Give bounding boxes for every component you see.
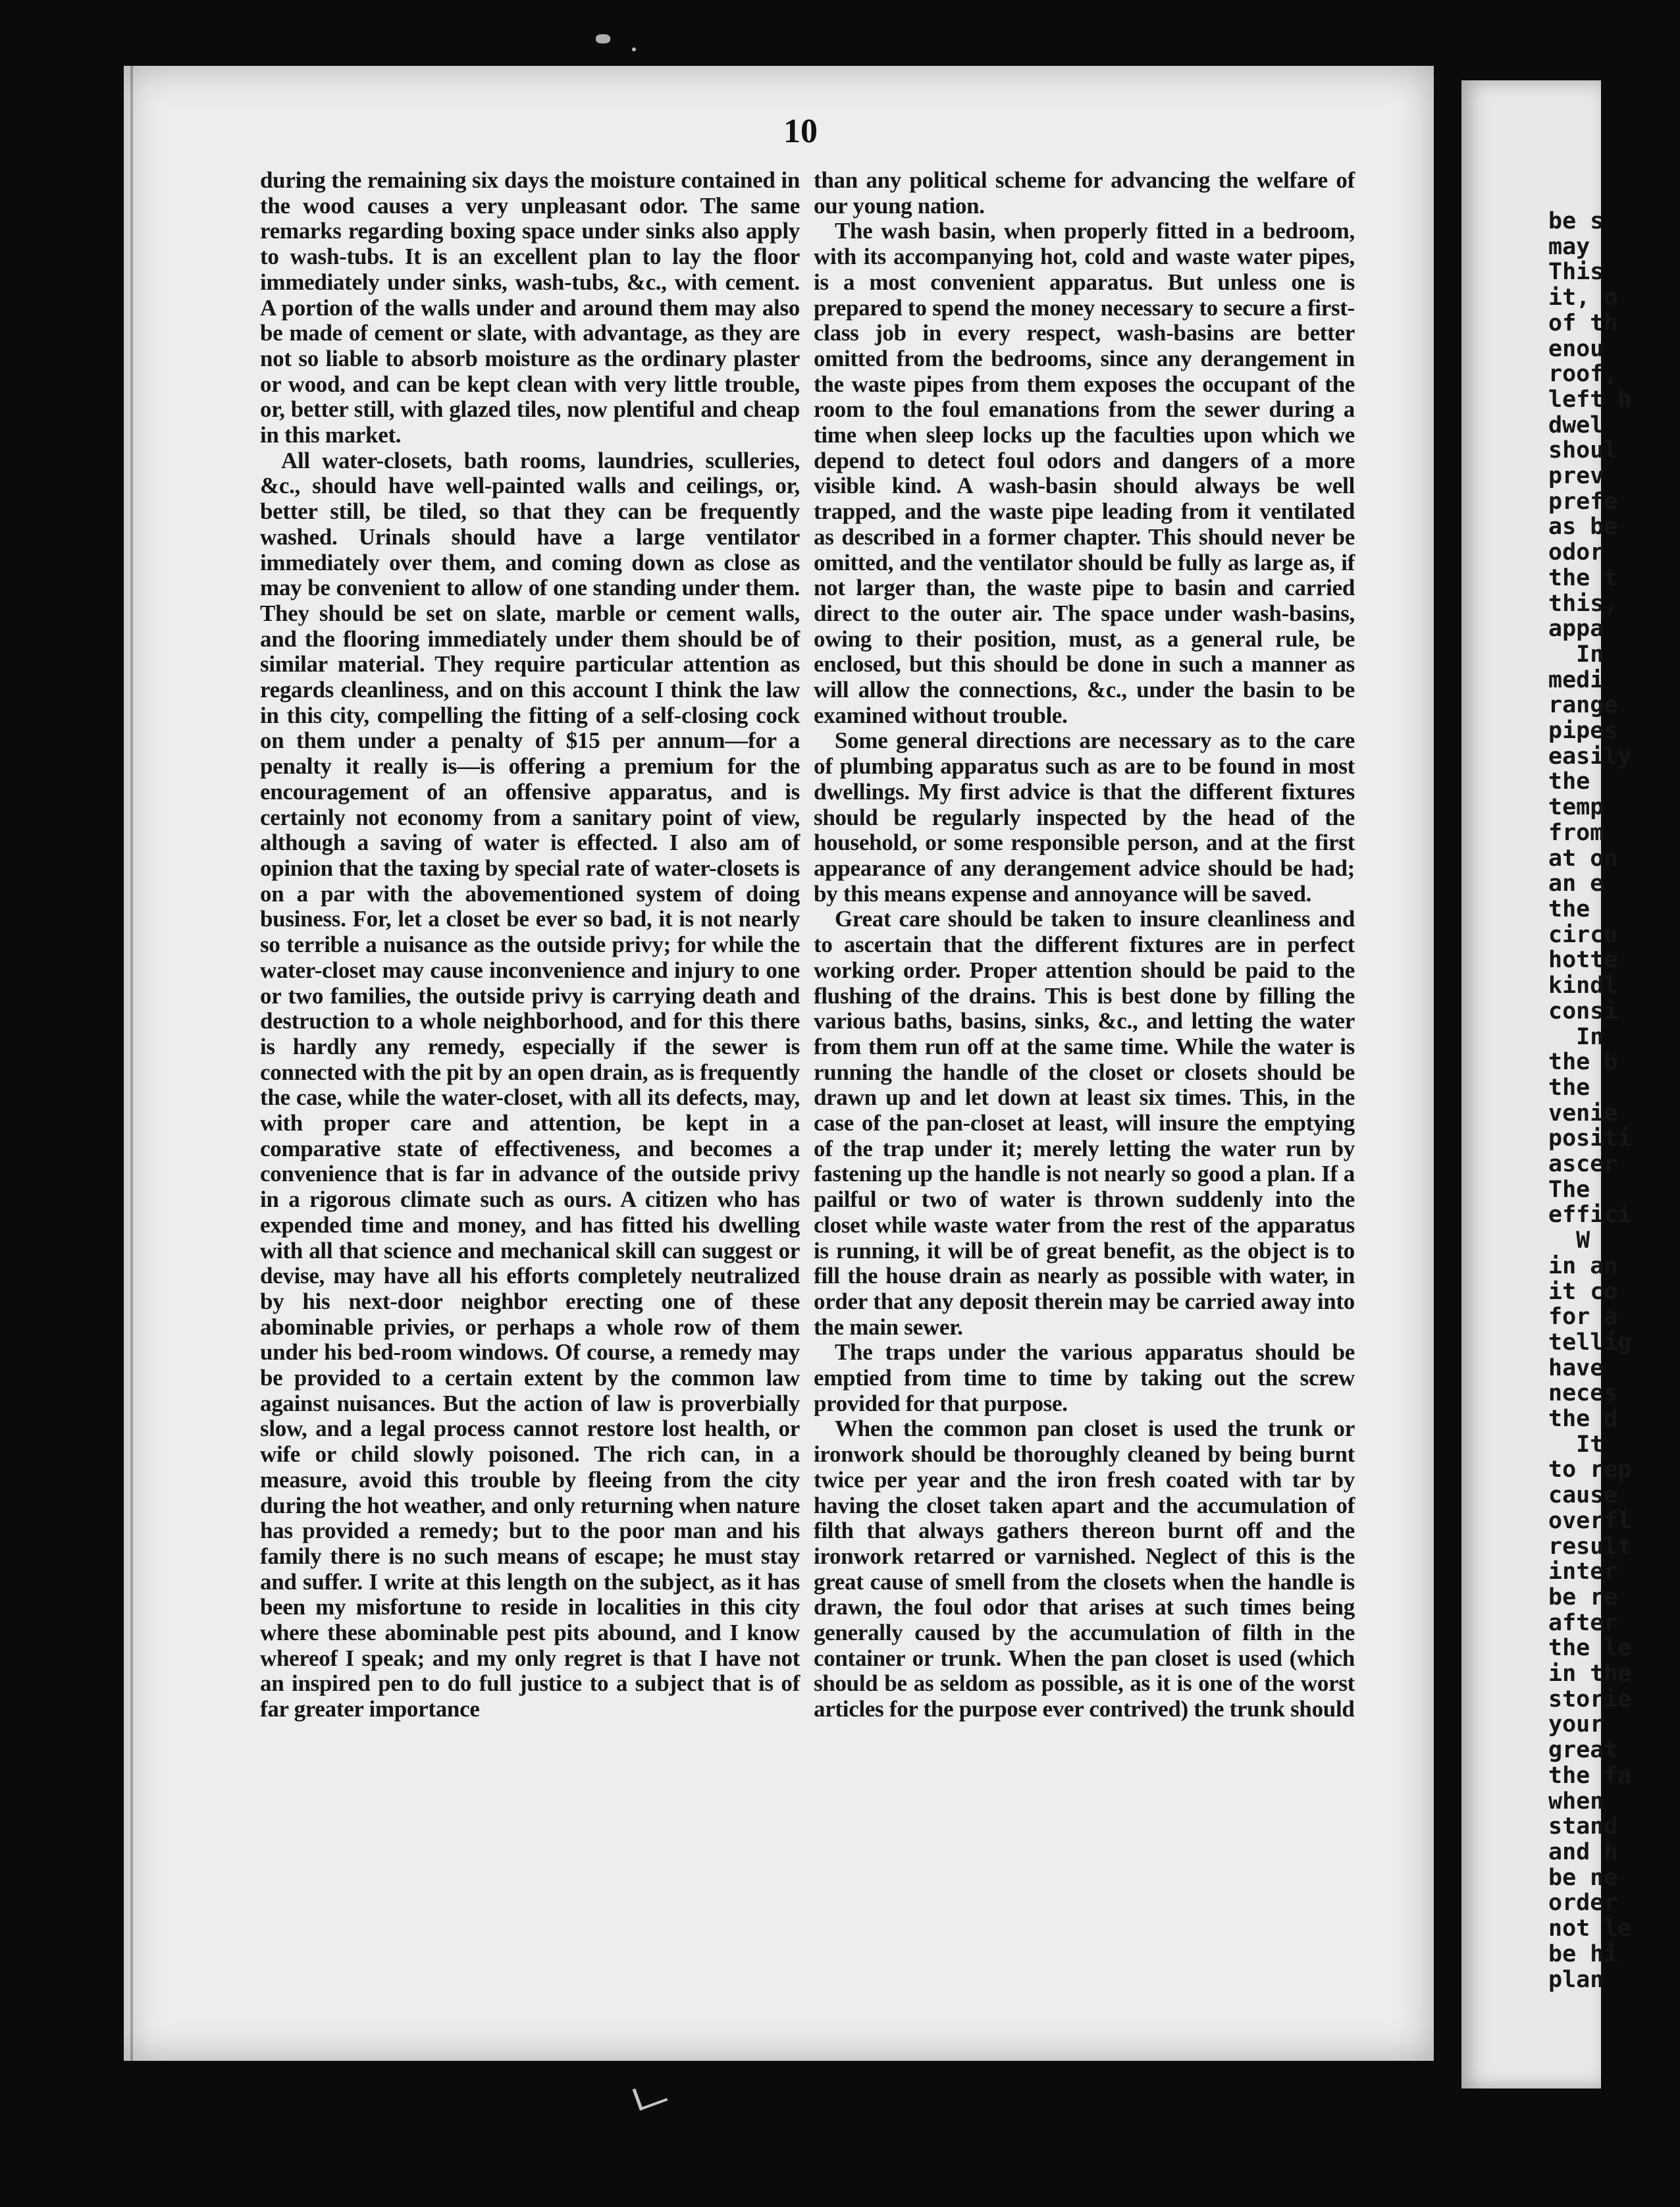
paragraph: Some general directions are necessary as to the care of plumbing apparatus such as are to be found in most dwellings. My first advice is that the different fixtures should be regularly inspected by the head of the household, or some responsible person, and at the first appearance of any derangement advice should be had; by this means expense and annoyance will be saved. [814,728,1355,907]
scan-blemish [633,2079,668,2110]
right-column [814,168,1355,1722]
adjacent-page-edge [1461,80,1632,2088]
paragraph: during the remaining six days the moisture contained in the wood causes a very unpleasant odor. The same remarks regarding boxing space under sinks also apply to wash-tubs. It is an excellent plan to lay the floor immediately under sinks, wash-tubs, &c., with cement. A portion of the walls under and around them may also be made of cement or slate, with advantage, as they are not so liable to absorb moisture as the ordinary plaster or wood, and can be kept clean with very little trouble, or, better still, with glazed tiles, now plentiful and cheap in this market. [260,167,800,448]
paragraph: Great care should be taken to insure cleanliness and to ascertain that the different fixtures are in perfect working order. Proper attention should be paid to the flushing of the drains. This is best done by filling the various baths, basins, sinks, &c., and letting the water from them run off at the same time. While the water is running the handle of the closet or closets should be drawn up and let down at least six times. This, in the case of the pan-closet at least, will insure the emptying of the trap under it; merely letting the water run by fastening up the handle is not nearly so good a plan. If a pailful or two of water is thrown suddenly into the closet while waste water from the rest of the apparatus is running, it will be of great benefit, as the object is to fill the house drain as nearly as possible with water, in order that any deposit therein may be carried away into the main sewer. [814,906,1355,1340]
paragraph: When the common pan closet is used the trunk or ironwork should be thoroughly cleaned by being burnt twice per year and the iron fresh coated with tar by having the closet taken apart and the accumulation of filth that always gathers thereon burnt off and the ironwork retarred or varnished. Neglect of this is the great cause of smell from the closets when the handle is drawn, the foul odor that arises at such times being generally caused by the accumulation of filth in the container or trunk. When the pan closet is used (which should be as seldom as possible, as it is one of the worst articles for the purpose ever contrived) the trunk should [814,1416,1355,1722]
scan-dot [632,47,636,51]
adjacent-page-text: be s may This it, o of th enou roof, left h dwel shoul prev prefe as be odor the t this, appa In medi range pipes easily the temp from at on an e the circu hotte kindl consi In the b the venie positi ascer The effici W in an it co for a tellig have neces the d It to rep cause overfl result inter be re after the le in the storie your great the fa when stand and h be ne order not le be hi plan [1548,208,1632,1993]
scan-blemish [596,34,610,43]
page-number: 10 [783,113,818,150]
paragraph: The wash basin, when properly fitted in a bedroom, with its accompanying hot, cold and waste water pipes, is a most convenient apparatus. But unless one is prepared to spend the money necessary to secure a first-class job in every respect, wash-basins are better omitted from the bedrooms, since any derangement in the waste pipes from them exposes the occupant of the room to the foul emanations from the sewer during a time when sleep locks up the faculties upon which we depend to detect foul odors and dangers of a more visible kind. A wash-basin should always be well trapped, and the waste pipe leading from it ventilated as described in a former chapter. This should never be omitted, and the ventilator should be fully as large as, if not larger than, the waste pipe to basin and carried direct to the outer air. The space under wash-basins, owing to their position, must, as a general rule, be enclosed, but this should be done in such a manner as will allow the connections, &c., under the basin to be examined without trouble. [814,218,1355,728]
paragraph: than any political scheme for advancing the welfare of our young nation. [814,167,1355,219]
paragraph: The traps under the various apparatus should be emptied from time to time by taking out the screw provided for that purpose. [814,1339,1355,1416]
left-column [260,168,800,1722]
paragraph: All water-closets, bath rooms, laundries, sculleries, &c., should have well-painted walls and ceilings, or, better still, be tiled, so that they can be frequently washed. Urinals should have a large ventilator immediately over them, and coming down as close as may be convenient to allow of one standing under them. They should be set on slate, marble or cement walls, and the flooring immediately under them should be of similar material. They require particular attention as regards cleanliness, and on this account I think the law in this city, compelling the fitting of a self-closing cock on them under a penalty of $15 per annum—for a penalty it really is—is offering a premium for the encouragement of an offensive apparatus, and is certainly not economy from a sanitary point of view, although a saving of water is effected. I also am of opinion that the taxing by special rate of water-closets is on a par with the abovementioned system of doing business. For, let a closet be ever so bad, it is not nearly so terrible a nuisance as the outside privy; for while the water-closet may cause inconvenience and injury to one or two families, the outside privy is carrying death and destruction to a whole neighborhood, and for this there is hardly any remedy, especially if the sewer is connected with the pit by an open drain, as is frequently the case, while the water-closet, with all its defects, may, with proper care and attention, be kept in a comparative state of effectiveness, and becomes a convenience that is far in advance of the outside privy in a rigorous climate such as ours. A citizen who has expended time and money, and has fitted his dwelling with all that science and mechanical skill can suggest or devise, may have all his efforts completely neutralized by his next-door neighbor erecting one of these abominable privies, or perhaps a whole row of them under his bed-room windows. Of course, a remedy may be provided to a certain extent by the common law against nuisances. But the action of law is proverbially slow, and a legal process cannot restore lost health, or wife or child slowly poisoned. The rich can, in a measure, avoid this trouble by fleeing from the city during the hot weather, and only returning when nature has provided a remedy; but to the poor man and his family there is no such means of escape; he must stay and suffer. I write at this length on the subject, as it has been my misfortune to reside in localities in this city where these abominable pest pits abound, and I know whereof I speak; and my only regret is that I have not an inspired pen to do full justice to a subject that is of far greater importance [260,447,800,1722]
